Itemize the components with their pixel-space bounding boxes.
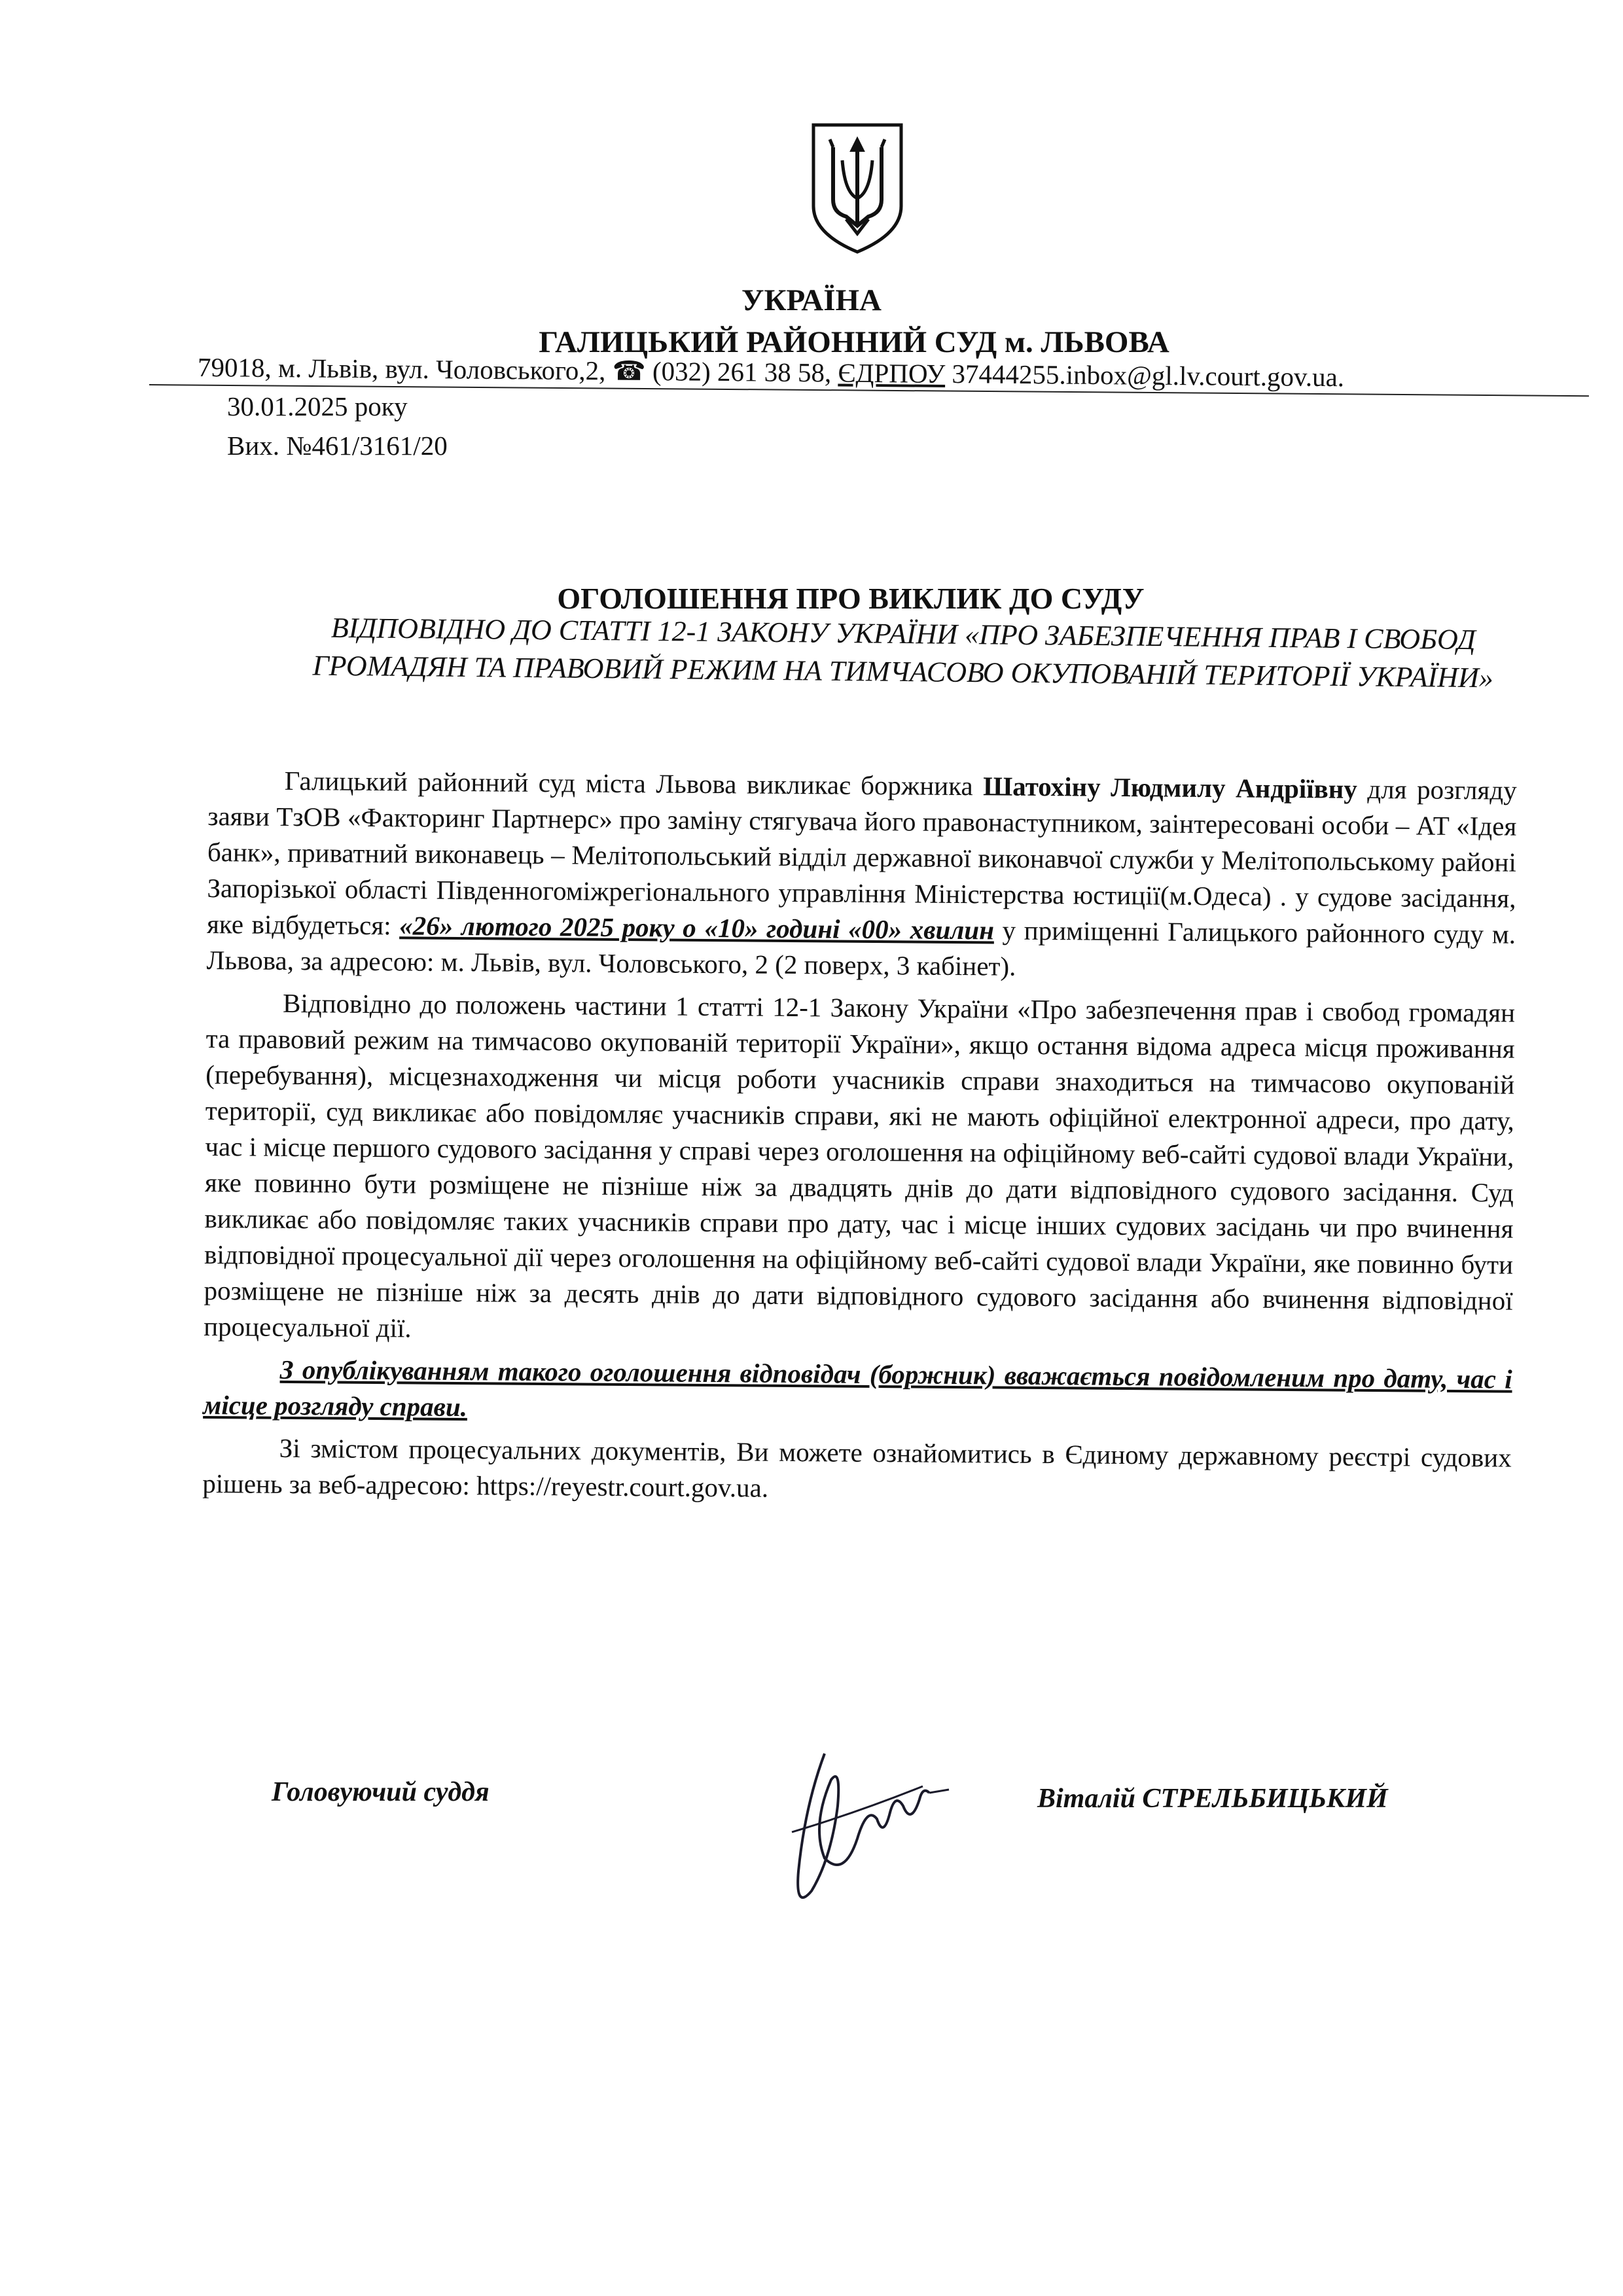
telephone-icon: ☎: [612, 355, 646, 386]
debtor-name: Шатохіну Людмилу Андріївну: [983, 771, 1358, 804]
paragraph-law: Відповідно до положень частини 1 статті 12-1 Закону України «Про забезпечення прав і свобод громадян та правовий режим на тимчасово окупованій території України», якщо остання відома адреса місця проживання (перебування), місцезнаходження чи місця роботи учасників справи знаходиться на тимчасово окупованій території, суд викликає або повідомляє учасників справи, які не мають офіційної електронної адреси, про дату, час і місце першого судового засідання у справі через оголошення на офіційному веб-сайті судової влади України, яке повинно бути розміщене не пізніше ніж за двадцять днів до дати відповідного судового засідання. Суд викликає або повідомляє таких учасників справи про дату, час і місце інших судових засідань чи про вчинення відповідної процесуальної дії через оголошення на офіційному веб-сайті судової влади України, яке повинно бути розміщене не пізніше ніж за десять днів до дати відповідного судового засідання або вчинення відповідної процесуальної дії.: [204, 987, 1516, 1343]
paragraph-registry: Зі змістом процесуальних документів, Ви можете ознайомитись в Єдиному державному реєстрі судових рішень за веб-адресою: https://reyestr.court.gov.ua.: [202, 1432, 1512, 1503]
signatory-role: Головуючий суддя: [272, 1777, 490, 1807]
outgoing-number: Вих. №461/3161/20: [227, 431, 448, 461]
paragraph-notified: З опублікуванням такого оголошення відповідач (боржник) вважається повідомленим про дату, час і місце розгляду справи.: [203, 1354, 1512, 1422]
paragraph-summons: Галицький районний суд міста Львова викликає боржника Шатохіну Людмилу Андріївну для розгляду заяви ТзОВ «Факторинг Партнерс» про заміну стягувача його правонаступником, заінтересовані особи – АТ «Ідея банк», приватний виконавець – Мелітопольський відділ державної виконавчої служби у Мелітопольському районі Запорізької області Південногоміжрегіонального управління Міністерства юстиції(м.Одеса) . у судове засідання, яке відбудеться: «26» лютого 2025 року о «10» годині «00» хвилин у приміщенні Галицького районного суду м. Львова, за адресою: м. Львів, вул. Чоловського, 2 (2 поверх, 3 кабінет).: [206, 765, 1517, 981]
court-name: ГАЛИЦЬКИЙ РАЙОННИЙ СУД м. ЛЬВОВА: [539, 325, 1169, 359]
notice-body: [202, 762, 1517, 1519]
judge-name: Віталій СТРЕЛЬБИЦЬКИЙ: [1037, 1784, 1388, 1814]
court-address: 79018, м. Львів, вул. Чоловського,2,: [197, 352, 606, 386]
handwritten-signature-icon: [726, 1727, 962, 1924]
notice-title: ОГОЛОШЕННЯ ПРО ВИКЛИК ДО СУДУ: [557, 582, 1145, 615]
country-heading: УКРАЇНА: [741, 283, 882, 317]
hearing-datetime: «26» лютого 2025 року о «10» годині «00» хвилин: [399, 910, 995, 945]
court-edrpou-email: 37444255.inbox@gl.lv.court.gov.ua.: [952, 359, 1345, 393]
notice-subtitle: ВІДПОВІДНО ДО СТАТТІ 12-1 ЗАКОНУ УКРАЇНИ «ПРО ЗАБЕЗПЕЧЕННЯ ПРАВ І СВОБОД ГРОМАДЯН ТА ПРАВОВИЙ РЕЖИМ НА ТИМЧАСОВО ОКУПОВАНІЙ ТЕРИТОРІЇ УКРАЇНИ»: [312, 611, 1494, 694]
court-phone: (032) 261 38 58,: [652, 356, 832, 388]
edrpou-label: ЄДРПОУ: [838, 357, 946, 389]
letter-date: 30.01.2025 року: [227, 391, 408, 421]
trident-coat-of-arms-icon: [808, 121, 906, 255]
